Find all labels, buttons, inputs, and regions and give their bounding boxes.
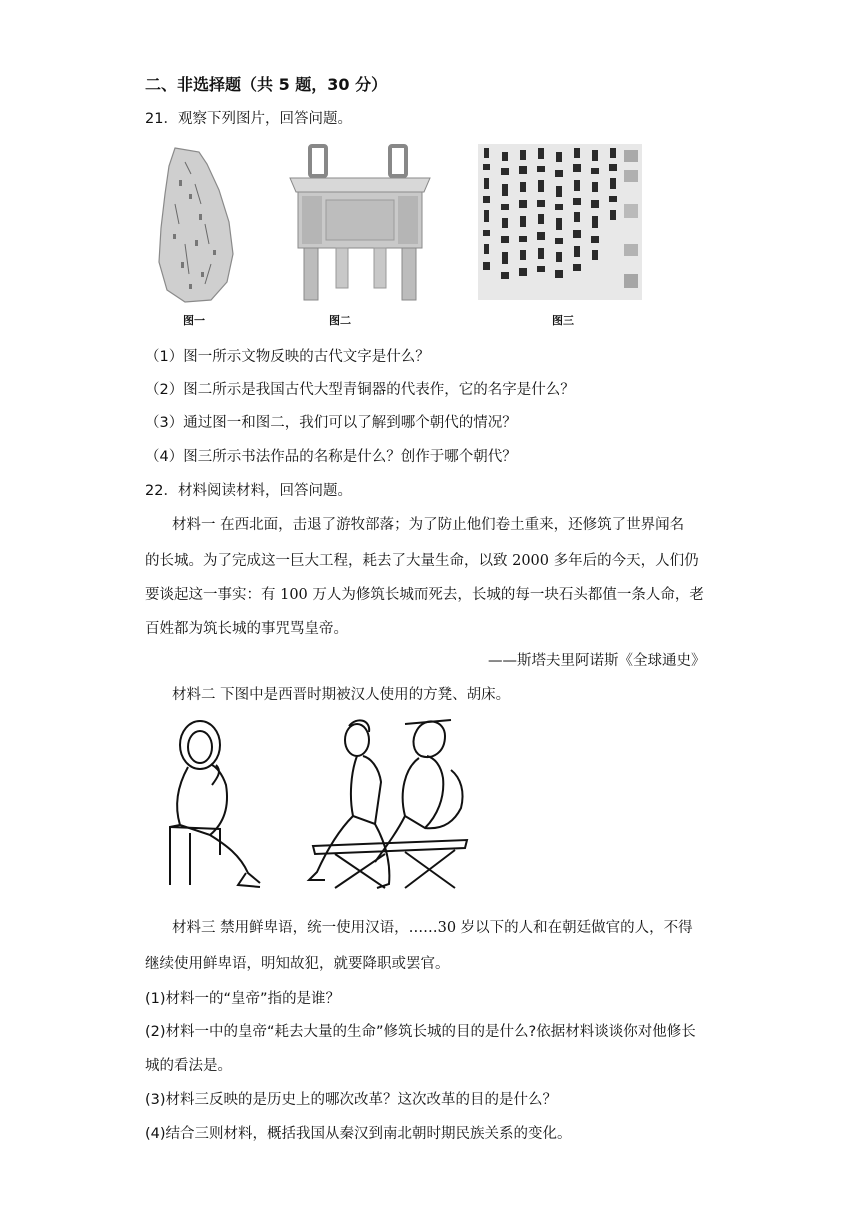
material-1-line-1: 材料一 在西北面，击退了游牧部落；为了防止他们卷土重来，还修筑了世界闻名 — [172, 517, 685, 533]
material-1-line-2: 的长城。为了完成这一巨大工程，耗去了大量生命，以致 2000 多年后的今天，人们仍 — [145, 553, 699, 569]
q22-stem: 22．材料阅读材料，回答问题。 — [145, 483, 352, 499]
calligraphy-image — [478, 144, 642, 300]
material-1-line-3: 要谈起这一事实：有 100 万人为修筑长城而死去，长城的每一块石头都值一条人命，老 — [145, 587, 704, 603]
figure-caption-3: 图三 — [552, 314, 574, 327]
material-3-line-2: 继续使用鲜卑语，明知故犯，就要降职或罢官。 — [145, 956, 450, 972]
figure-caption-1: 图一 — [183, 314, 205, 327]
material-1-line-4: 百姓都为筑长城的事咒骂皇帝。 — [145, 621, 348, 637]
oracle-bone-image — [155, 144, 235, 304]
material-3-line-1: 材料三 禁用鲜卑语，统一使用汉语，……30 岁以下的人和在朝廷做官的人，不得 — [172, 920, 693, 936]
figure-on-stool-drawing — [160, 715, 270, 890]
q21-stem: 21．观察下列图片，回答问题。 — [145, 111, 352, 127]
q22-sub-4: (4)结合三则材料，概括我国从秦汉到南北朝时期民族关系的变化。 — [145, 1126, 572, 1142]
q21-sub-1: （1）图一所示文物反映的古代文字是什么？ — [145, 349, 430, 365]
q22-sub-2-line-2: 城的看法是。 — [145, 1058, 232, 1074]
q22-sub-1: (1)材料一的“皇帝”指的是谁？ — [145, 991, 341, 1007]
q22-sub-2-line-1: (2)材料一中的皇帝“耗去大量的生命”修筑长城的目的是什么?依据材料谈谈你对他修长 — [145, 1024, 696, 1040]
material-2: 材料二 下图中是西晋时期被汉人使用的方凳、胡床。 — [172, 687, 511, 703]
material-1-source: ——斯塔夫里阿诺斯《全球通史》 — [488, 653, 706, 669]
q22-sub-3: (3)材料三反映的是历史上的哪次改革？这次改革的目的是什么？ — [145, 1092, 558, 1108]
figure-caption-2: 图二 — [329, 314, 351, 327]
q21-sub-4: （4）图三所示书法作品的名称是什么？创作于哪个朝代？ — [145, 449, 517, 465]
bronze-ding-image — [286, 144, 434, 302]
q21-sub-2: （2）图二所示是我国古代大型青铜器的代表作，它的名字是什么？ — [145, 382, 575, 398]
q21-sub-3: （3）通过图一和图二，我们可以了解到哪个朝代的情况？ — [145, 415, 517, 431]
figures-on-folding-stool-drawing — [305, 712, 470, 892]
section-title: 二、非选择题（共 5 题，30 分） — [145, 75, 388, 94]
